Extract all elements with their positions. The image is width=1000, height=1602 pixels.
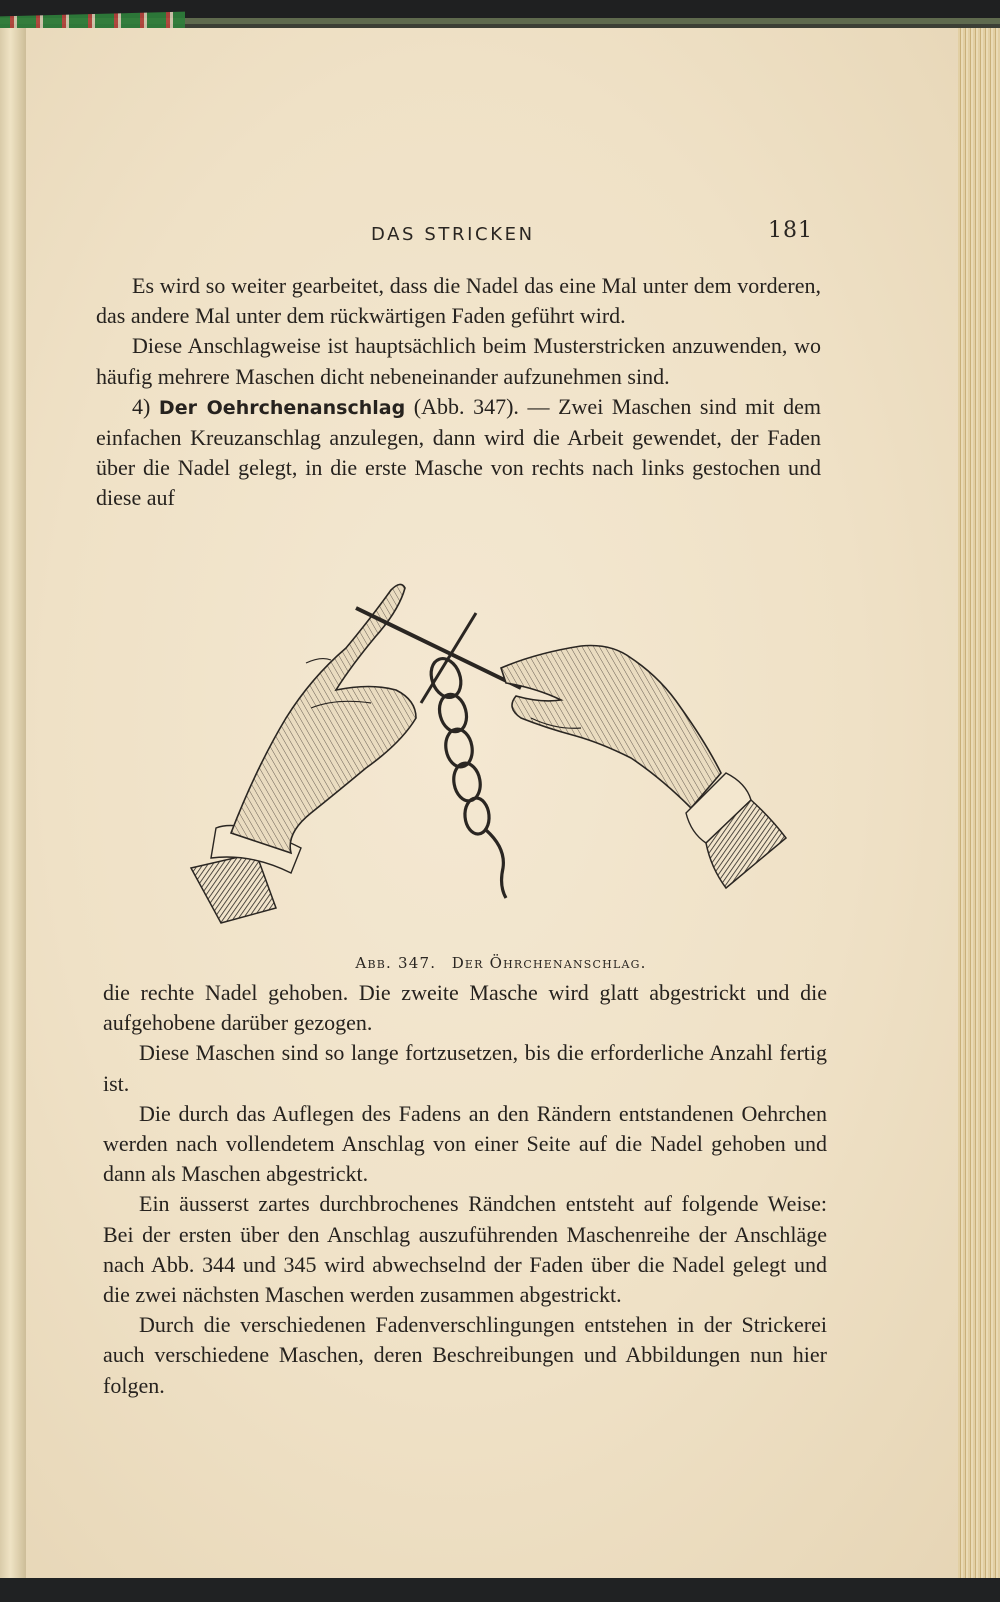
paragraph: die rechte Nadel gehoben. Die zweite Masche wird glatt abgestrickt und die aufgehobene darüber gezogen. xyxy=(103,980,827,1036)
left-sleeve xyxy=(191,853,276,923)
figure-illustration xyxy=(161,568,801,948)
paragraph xyxy=(96,392,821,514)
paragraph-text: (Abb. 347). — Zwei Maschen sind mit dem einfachen Kreuzanschlag anzulegen, dann wird die Arbeit gewendet, der Faden über die Nadel gelegt, in die erste Masche von rechts nach links gestochen und diese auf xyxy=(96,393,821,511)
knitting-hands-illustration xyxy=(161,568,801,948)
page-number: 181 xyxy=(768,218,813,243)
needle-right xyxy=(421,613,476,703)
book-bottom-edge xyxy=(0,1578,1000,1602)
text-block-top xyxy=(96,271,821,514)
book-page xyxy=(26,28,976,1580)
paragraph: Die durch das Auflegen des Fadens an den Rändern entstandenen Oehrchen werden nach vollendetem Anschlag von einer Seite auf die Nadel gehoben und dann als Maschen abgestrickt. xyxy=(103,1100,827,1187)
figure-caption xyxy=(26,954,976,972)
book-cover-edge xyxy=(0,28,28,1602)
stitch-chain xyxy=(426,654,506,898)
running-head: DAS STRICKEN xyxy=(371,224,535,245)
right-hand xyxy=(501,646,721,809)
text-block-bottom xyxy=(103,978,827,1401)
paragraph: Ein äusserst zartes durchbrochenes Rändchen entsteht auf folgende Weise: Bei der ersten über den Anschlag auszuführenden Maschenreihe der Anschläge nach Abb. 344 und 345 wird abwechselnd der Faden über die Nadel gelegt und die zwei nächsten Maschen werden zusammen abgestrickt. xyxy=(103,1191,827,1308)
caption-label: Abb. 347. xyxy=(355,954,437,972)
page-header xyxy=(26,218,976,248)
list-number: 4) xyxy=(132,393,151,419)
bold-term: Der Oehrchenanschlag xyxy=(158,396,406,419)
paragraph: Diese Anschlagweise ist hauptsächlich beim Musterstricken anzuwenden, wo häufig mehrere Maschen dicht nebeneinander aufzunehmen sind. xyxy=(96,333,821,389)
paragraph: Durch die verschiedenen Fadenverschlingungen entstehen in der Strickerei auch verschiedene Maschen, deren Beschreibungen und Abbildungen nun hier folgen. xyxy=(103,1312,827,1398)
paragraph: Es wird so weiter gearbeitet, dass die Nadel das eine Mal unter dem vorderen, das andere Mal unter dem rückwärtigen Faden geführt wird. xyxy=(96,273,821,329)
page-stack-edge xyxy=(958,28,1000,1580)
paragraph: Diese Maschen sind so lange fortzusetzen, bis die erforderliche Anzahl fertig ist. xyxy=(103,1040,827,1096)
caption-title: Der Öhrchenanschlag. xyxy=(451,954,647,972)
